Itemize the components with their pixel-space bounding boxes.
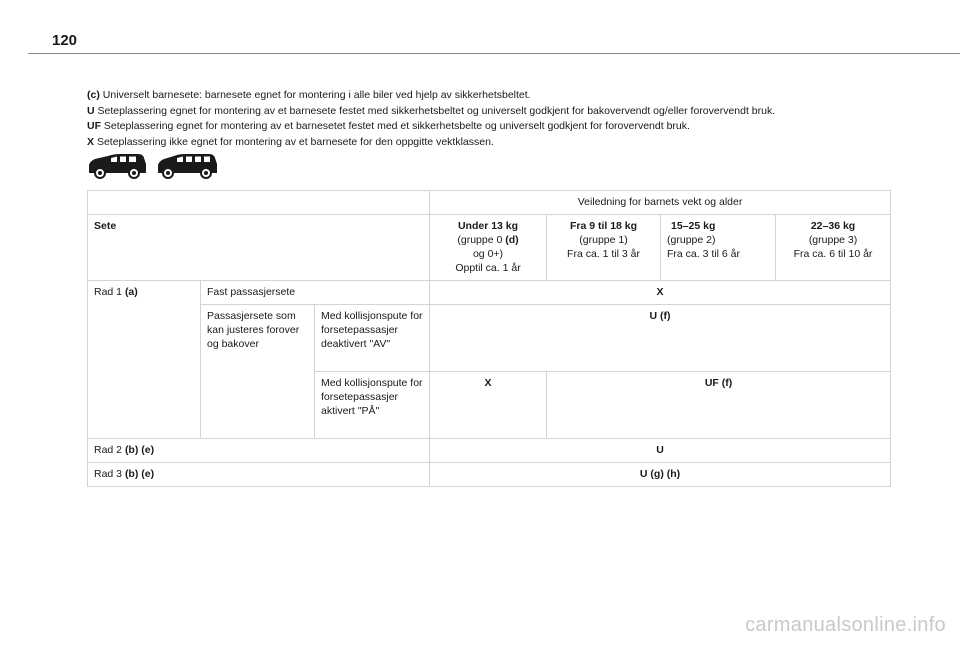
legend-item-x: X Seteplassering ikke egnet for montering av et barnesete for den oppgitte vektklassen. [87, 135, 494, 148]
row1-label: Rad 1 (a) [88, 281, 201, 439]
group-3-cell: 22–36 kg (gruppe 3) Fra ca. 6 til 10 år [776, 215, 891, 281]
fixed-seat-value: X [430, 281, 891, 305]
legend-item-c: (c) Universelt barnesete: barnesete egnet for montering i alle biler ved hjelp av sikkerhetsbeltet. [87, 89, 531, 101]
table-header-row [88, 191, 891, 215]
watermark: carmanualsonline.info [745, 614, 946, 636]
row2-label: Rad 2 (b) (e) [88, 439, 430, 463]
page-number: 120 [52, 32, 78, 49]
group-row [88, 215, 891, 281]
row2-value: U [430, 439, 891, 463]
row1-airbag-off [88, 305, 891, 372]
van-short-icon [86, 152, 148, 180]
blank-header-cell [88, 191, 430, 215]
legend-item-u: U Seteplassering egnet for montering av et barnesete festet med sikkerhetsbeltet og universelt godkjent for bakovervendt og/eller forovervendt bruk. [87, 104, 776, 117]
group-1-cell: Fra 9 til 18 kg (gruppe 1) Fra ca. 1 til 3 år [547, 215, 661, 281]
row2 [88, 439, 891, 463]
row3-label: Rad 3 (b) (e) [88, 463, 430, 487]
adjustable-seat-label: Passasjersete som kan justeres forover og bakover [201, 305, 315, 439]
legend [87, 88, 887, 150]
airbag-on-other-value: UF (f) [547, 372, 891, 439]
airbag-off-value: U (f) [430, 305, 891, 372]
airbag-on-group0-value: X [430, 372, 547, 439]
airbag-on-label: Med kollisjonspute for forsetepassasjer aktivert "PÅ" [315, 372, 430, 439]
fixed-seat-label: Fast passasjersete [201, 281, 430, 305]
child-seat-table [87, 190, 891, 487]
group-0-cell: Under 13 kg (gruppe 0 (d) og 0+) Opptil ca. 1 år [430, 215, 547, 281]
group-2-cell: 15–25 kg (gruppe 2) Fra ca. 3 til 6 år [661, 215, 776, 281]
row1-fixed [88, 281, 891, 305]
seat-label: Sete [88, 215, 430, 281]
legend-item-uf: UF Seteplassering egnet for montering av et barnesetet festet med et sikkerhetsbelte og universelt godkjent for forovervendt bruk. [87, 120, 690, 132]
van-long-icon [156, 152, 218, 180]
header-divider [28, 53, 960, 54]
row3-value: U (g) (h) [430, 463, 891, 487]
guidance-header: Veiledning for barnets vekt og alder [430, 191, 891, 215]
airbag-off-label: Med kollisjonspute for forsetepassasjer deaktivert "AV" [315, 305, 430, 372]
row3 [88, 463, 891, 487]
vehicle-icons [86, 152, 218, 180]
